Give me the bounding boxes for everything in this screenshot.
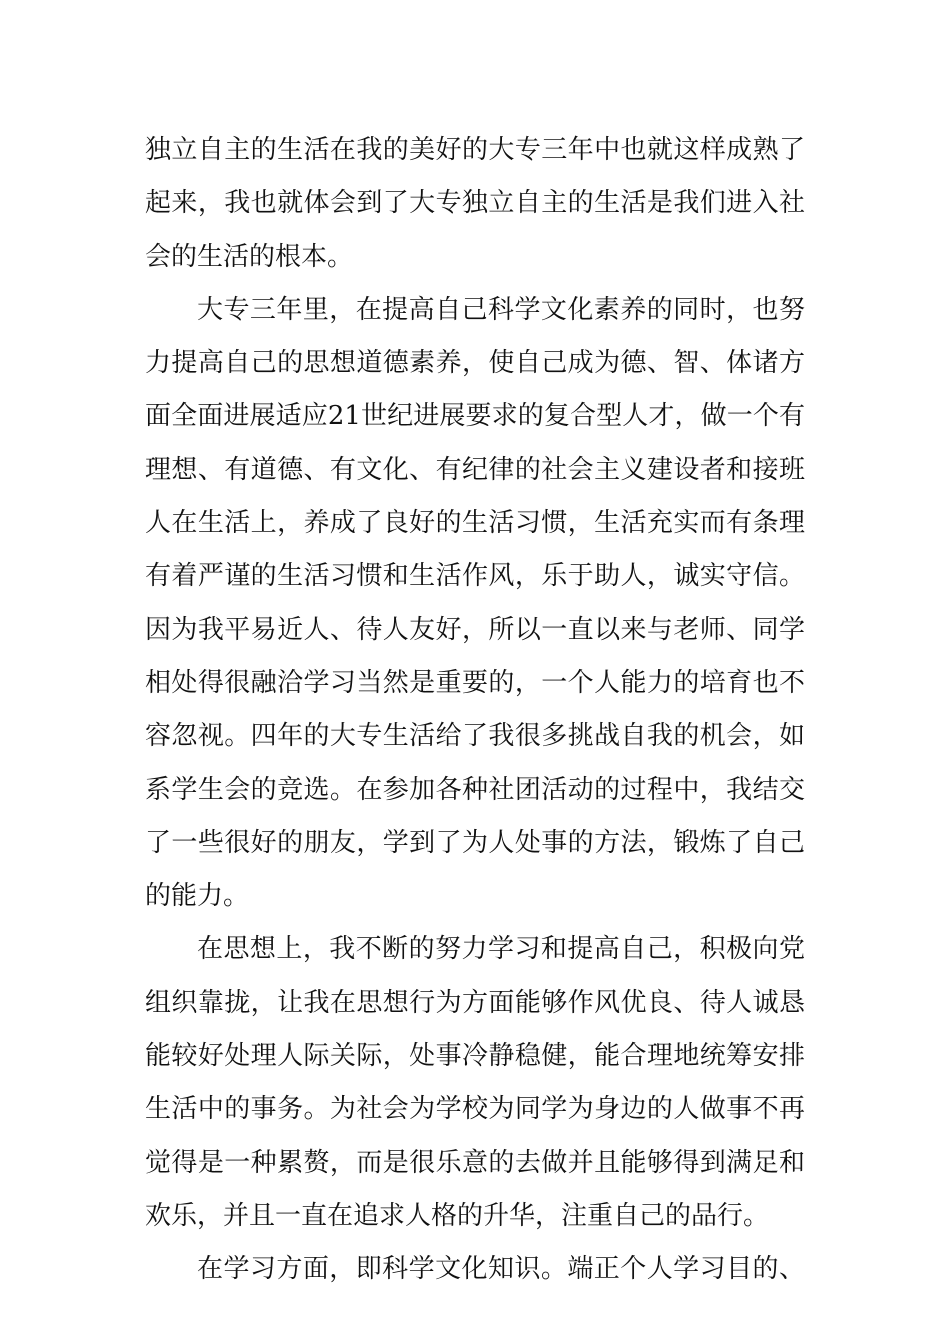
text-line: 理想、有道德、有文化、有纪律的社会主义建设者和接班 xyxy=(145,454,805,485)
text-line: 系学生会的竞选。在参加各种社团活动的过程中，我结交 xyxy=(145,774,805,805)
text-line: 人在生活上，养成了良好的生活习惯，生活充实而有条理 xyxy=(145,508,805,539)
text-line: 能较好处理人际关际，处事冷静稳健，能合理地统筹安排 xyxy=(145,1041,805,1072)
text-line: 组织靠拢，让我在思想行为方面能够作风优良、待人诚恳 xyxy=(145,987,805,1018)
text-line: 会的生活的根本。 xyxy=(145,241,354,272)
text-line: 大专三年里，在提高自己科学文化素养的同时，也努 xyxy=(197,294,805,325)
text-line: 在思想上，我不断的努力学习和提高自己，积极向党 xyxy=(197,934,805,965)
text-line: 欢乐，并且一直在追求人格的升华，注重自己的品行。 xyxy=(145,1200,770,1231)
text-line: 有着严谨的生活习惯和生活作风，乐于助人，诚实守信。 xyxy=(145,561,805,592)
text-line: 容忽视。四年的大专生活给了我很多挑战自我的机会，如 xyxy=(145,721,805,752)
text-line: 独立自主的生活在我的美好的大专三年中也就这样成熟了 xyxy=(145,135,805,165)
text-line: 觉得是一种累赘，而是很乐意的去做并且能够得到满足和 xyxy=(145,1147,805,1178)
text-line: 力提高自己的思想道德素养，使自己成为德、智、体诸方 xyxy=(145,348,805,379)
text-line: 起来，我也就体会到了大专独立自主的生活是我们进入社 xyxy=(145,188,805,219)
text-line: 相处得很融洽学习当然是重要的，一个人能力的培育也不 xyxy=(145,667,805,698)
text-line: 生活中的事务。为社会为学校为同学为身边的人做事不再 xyxy=(145,1094,805,1125)
text-line: 因为我平易近人、待人友好，所以一直以来与老师、同学 xyxy=(145,614,805,645)
text-line: 在学习方面，即科学文化知识。端正个人学习目的、 xyxy=(197,1254,805,1285)
text-line: 面全面进展适应21世纪进展要求的复合型人才，做一个有 xyxy=(145,401,805,432)
text-line: 的能力。 xyxy=(145,881,250,912)
document-body-text xyxy=(145,124,805,1297)
text-line: 了一些很好的朋友，学到了为人处事的方法，锻炼了自己 xyxy=(145,827,805,858)
